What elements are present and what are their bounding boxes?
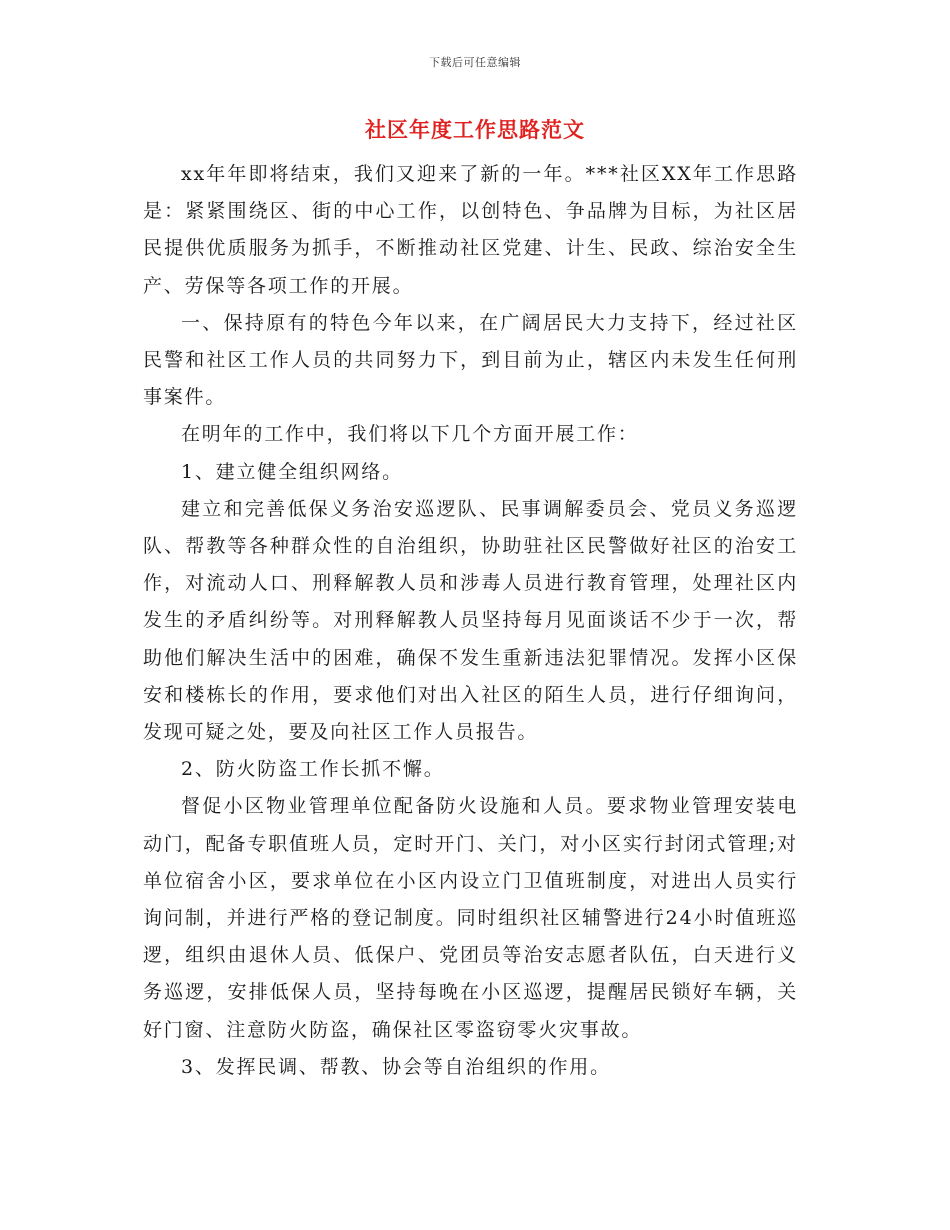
paragraph-plan-intro: 在明年的工作中，我们将以下几个方面开展工作：	[181, 423, 639, 446]
paragraph-item-2-body: 督促小区物业管理单位配备防火设施和人员。要求物业管理安装电动门，配备专职值班人员，定时开门、关门，对小区实行封闭式管理;对单位宿舍小区，要求单位在小区内设立门卫值班制度，对进出人员实行询问制，并进行严格的登记制度。同时组织社区辅警进行24小时值班巡逻，组织由退休人员、低保户、党团员等治安志愿者队伍，白天进行义务巡逻，安排低保人员，坚持每晚在小区巡逻，提醒居民锁好车辆，关好门窗、注意防火防盗，确保社区零盗窃零火灾事故。	[143, 795, 798, 1041]
heading-item-3: 3、发挥民调、帮教、协会等自治组织的作用。	[181, 1055, 611, 1078]
document-title: 社区年度工作思路范文	[365, 117, 585, 142]
heading-item-2: 2、防火防盗工作长抓不懈。	[181, 758, 445, 781]
document-body	[143, 156, 798, 1086]
heading-item-1: 1、建立健全组织网络。	[181, 460, 403, 483]
paragraph-item-1-body: 建立和完善低保义务治安巡逻队、民事调解委员会、党员义务巡逻队、帮教等各种群众性的自治组织，协助驻社区民警做好社区的治安工作，对流动人口、刑释解教人员和涉毒人员进行教育管理，处理社区内发生的矛盾纠纷等。对刑释解教人员坚持每月见面谈话不少于一次，帮助他们解决生活中的困难，确保不发生重新违法犯罪情况。发挥小区保安和楼栋长的作用，要求他们对出入社区的陌生人员，进行仔细询问，发现可疑之处，要及向社区工作人员报告。	[143, 497, 798, 744]
paragraph-section-one: 一、保持原有的特色今年以来，在广阔居民大力支持下，经过社区民警和社区工作人员的共同努力下，到目前为止，辖区内未发生任何刑事案件。	[143, 311, 798, 409]
header-note: 下载后可任意编辑	[429, 56, 521, 69]
paragraph-intro: xx年年即将结束，我们又迎来了新的一年。***社区XX年工作思路是：紧紧围绕区、街的中心工作，以创特色、争品牌为目标，为社区居民提供优质服务为抓手，不断推动社区党建、计生、民政、综治安全生产、劳保等各项工作的开展。	[143, 163, 798, 297]
